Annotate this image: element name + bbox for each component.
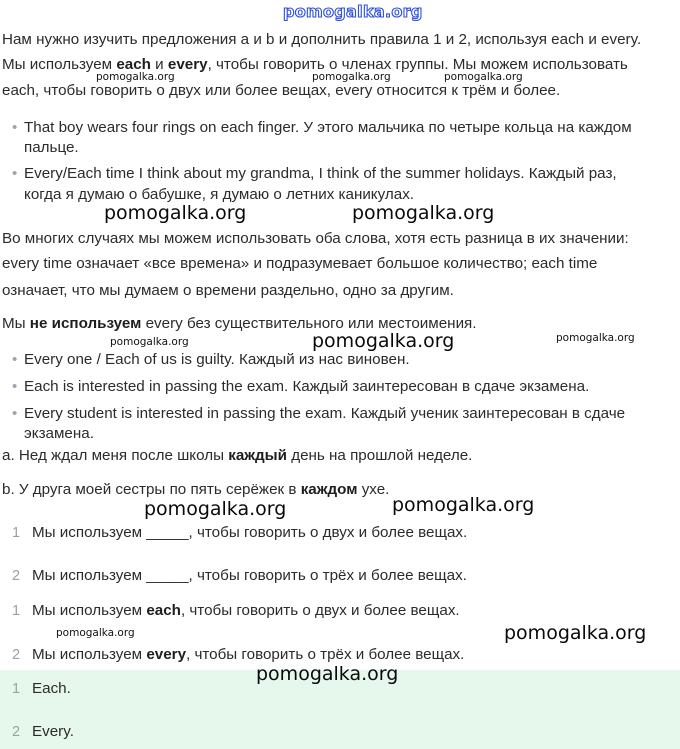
answer-2: Every. bbox=[32, 723, 74, 740]
sentence-b: b. У друга моей сестры по пять серёжек в каждом ухе. bbox=[2, 481, 390, 498]
example-4-line-1: Each is interested in passing the exam. Каждый заинтересован в сдаче экзамена. bbox=[24, 378, 590, 395]
rule-blank-2: Мы используем _____, чтобы говорить о трёх и более вещах. bbox=[32, 567, 467, 584]
watermark-small: pomogalka.org bbox=[110, 336, 189, 348]
watermark-small: pomogalka.org bbox=[312, 71, 391, 83]
intro-every-bold: every bbox=[167, 56, 208, 73]
answer-number: 1 bbox=[12, 681, 21, 697]
watermark-small: pomogalka.org bbox=[444, 71, 523, 83]
watermark-large: pomogalka.org bbox=[312, 330, 455, 352]
rule-filled-2: Мы используем every, чтобы говорить о трёх и более вещах. bbox=[32, 646, 465, 663]
intro-line-3: each, чтобы говорить о двух или более вещах, every относится к трём и более. bbox=[2, 82, 561, 99]
example-3-line-1: Every one / Each of us is guilty. Каждый из нас виновен. bbox=[24, 351, 410, 368]
para2-line-2: every time означает «все времена» и подразумевает большое количество; each time bbox=[2, 255, 598, 272]
para3-line: Мы не используем every без существительного или местоимения. bbox=[2, 315, 477, 332]
rule-filled-2-bold: every bbox=[146, 646, 187, 663]
rule-blank-1: Мы используем _____, чтобы говорить о двух и более вещах. bbox=[32, 524, 468, 541]
watermark-top: pomogalka.org bbox=[283, 2, 423, 21]
intro-line-2: Мы используем each и every, чтобы говорить о членах группы. Мы можем использовать bbox=[2, 56, 628, 73]
para2-line-1: Во многих случаях мы можем использовать оба слова, хотя есть разница в их значении: bbox=[2, 230, 629, 247]
intro-line-1: Нам нужно изучить предложения a и b и дополнить правила 1 и 2, используя each и every. bbox=[2, 31, 642, 48]
example-2-line-2: когда я думаю о бабушке, я думаю о летних каникулах. bbox=[24, 186, 415, 203]
bullet-icon: • bbox=[12, 378, 18, 395]
sentence-b-bold: каждом bbox=[300, 481, 358, 498]
para3-bold: не используем bbox=[29, 315, 142, 332]
watermark-large: pomogalka.org bbox=[504, 622, 647, 644]
bullet-icon: • bbox=[12, 351, 18, 368]
answer-1: Each. bbox=[32, 680, 71, 697]
rule-filled-number: 2 bbox=[12, 647, 21, 663]
sentence-a-bold: каждый bbox=[228, 447, 287, 464]
watermark-large: pomogalka.org bbox=[392, 494, 535, 516]
watermark-large: pomogalka.org bbox=[144, 498, 287, 520]
watermark-small: pomogalka.org bbox=[56, 627, 135, 639]
example-5-line-2: экзамена. bbox=[24, 425, 94, 442]
example-5-line-1: Every student is interested in passing the exam. Каждый ученик заинтересован в сдаче bbox=[24, 405, 626, 422]
bullet-icon: • bbox=[12, 165, 18, 182]
watermark-large: pomogalka.org bbox=[104, 202, 247, 224]
intro-each-bold: each bbox=[116, 56, 151, 73]
rule-filled-1-bold: each bbox=[146, 602, 181, 619]
rule-filled-number: 1 bbox=[12, 603, 21, 619]
example-1-line-1: That boy wears four rings on each finger. У этого мальчика по четыре кольца на каждом bbox=[24, 119, 632, 136]
rule-blank-number: 2 bbox=[12, 568, 21, 584]
answer-number: 2 bbox=[12, 724, 21, 740]
bullet-icon: • bbox=[12, 119, 18, 136]
watermark-small: pomogalka.org bbox=[556, 332, 635, 344]
watermark-small: pomogalka.org bbox=[96, 71, 175, 83]
para2-line-3: означает, что мы думаем о времени раздельно, одно за другим. bbox=[2, 282, 454, 299]
watermark-large: pomogalka.org bbox=[256, 663, 399, 685]
example-1-line-2: пальце. bbox=[24, 139, 79, 156]
rule-blank-number: 1 bbox=[12, 525, 21, 541]
rule-filled-1: Мы используем each, чтобы говорить о двух и более вещах. bbox=[32, 602, 460, 619]
watermark-large: pomogalka.org bbox=[352, 202, 495, 224]
sentence-a: a. Нед ждал меня после школы каждый день на прошлой неделе. bbox=[2, 447, 473, 464]
bullet-icon: • bbox=[12, 405, 18, 422]
example-2-line-1: Every/Each time I think about my grandma, I think of the summer holidays. Каждый раз, bbox=[24, 165, 617, 182]
